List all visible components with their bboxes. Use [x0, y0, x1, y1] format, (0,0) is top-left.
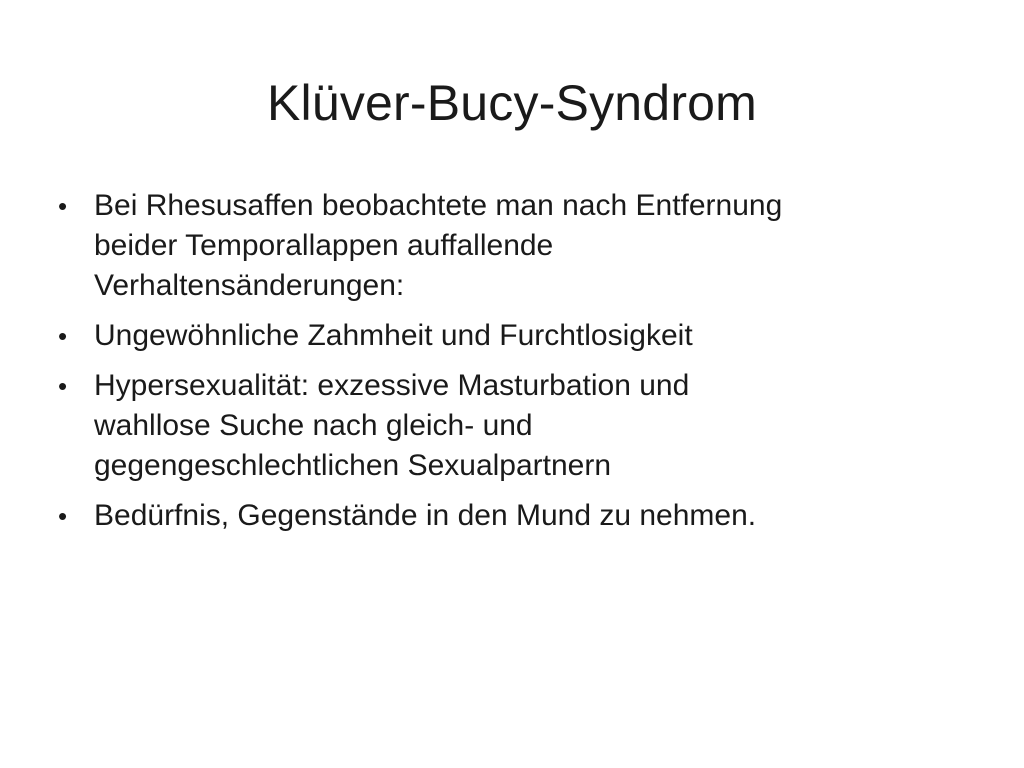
bullet-1-line-1: Bei Rhesusaffen beobachtete man nach Entfernung	[94, 189, 783, 222]
bullet-1-line-2: beider Temporallappen auffallende	[94, 229, 554, 262]
bullet-item-1	[56, 186, 956, 306]
bullet-3-line-1: Hypersexualität: exzessive Masturbation und	[94, 369, 690, 402]
bullet-item-2	[56, 316, 956, 356]
bullet-marker: •	[58, 371, 68, 401]
bullet-3-line-3: gegengeschlechtlichen Sexualpartnern	[94, 449, 612, 482]
bullet-item-4	[56, 496, 956, 536]
bullet-1-line-3: Verhaltensänderungen:	[94, 269, 405, 302]
bullet-text-1	[94, 189, 782, 302]
bullet-marker: •	[58, 191, 68, 221]
bullet-2-line-1: Ungewöhnliche Zahmheit und Furchtlosigkeit	[94, 319, 693, 352]
bullet-item-3	[56, 366, 956, 486]
bullet-list	[56, 186, 956, 546]
bullet-3-line-2: wahllose Suche nach gleich- und	[94, 409, 533, 442]
bullet-4-line-1: Bedürfnis, Gegenstände in den Mund zu nehmen.	[94, 499, 757, 532]
bullet-text-3	[94, 369, 689, 482]
bullet-marker: •	[58, 501, 68, 531]
slide-title: Klüver-Bucy-Syndrom	[266, 75, 758, 131]
bullet-marker: •	[58, 321, 68, 351]
